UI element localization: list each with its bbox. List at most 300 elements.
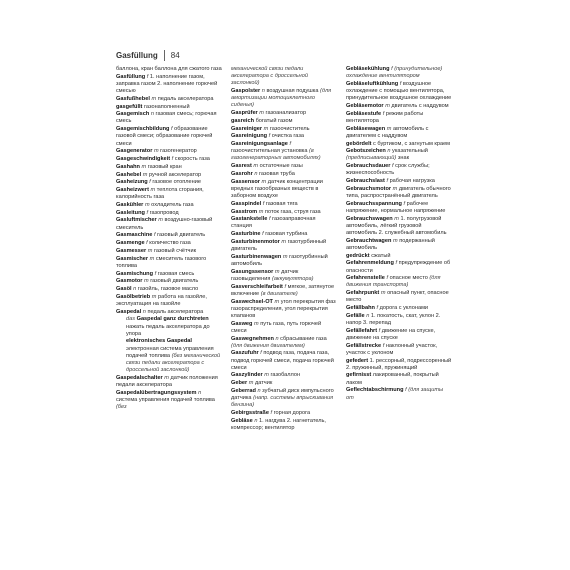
dictionary-entry — [116, 179, 222, 186]
entry-translation: электронная система управления подачей топлива — [126, 345, 214, 359]
entry-translation: 1. наполнение газом, заправка газом 2. наполнение горючей смесью — [116, 73, 218, 95]
dictionary-entry — [231, 201, 337, 208]
dictionary-entry — [231, 133, 337, 140]
entry-note: (в двигателе) — [260, 290, 298, 297]
entry-headword: Geber — [231, 380, 248, 387]
entry-translation: датчик концентрации вредных газообразных веществ в заборном воздухе — [231, 178, 323, 199]
dictionary-entry — [346, 358, 452, 372]
entry-note: (для амортизации мотоциклетного сиденья) — [231, 88, 332, 109]
entry-headword: gasgefüllt — [116, 103, 143, 110]
entry-translation: газоочистительная установка — [231, 148, 308, 155]
entry-headword: Gaszufuhr — [231, 350, 259, 357]
entry-translation: двигатель обычного типа, распространённый двигатель — [346, 185, 451, 199]
dictionary-entry — [346, 253, 452, 260]
dictionary-entry — [116, 126, 222, 147]
entry-translation: теплота сгорания, калорийность газа — [116, 187, 204, 201]
entry-gender: f — [268, 133, 271, 140]
entry-translation: горная дорога — [273, 410, 311, 417]
entry-gender: f — [149, 179, 151, 186]
entry-headword: Gasölbetrieb — [116, 293, 151, 300]
entry-gender: f — [260, 350, 262, 357]
entry-translation-tail: знак — [397, 155, 410, 162]
entry-headword: Gaswechsel-OT — [231, 298, 273, 305]
entry-headword: Gasgemischbildung — [116, 126, 170, 133]
entry-translation: 1. покатость, скат, уклон 2. напор 3. перепад — [346, 312, 441, 326]
entry-translation: газовый кран — [147, 163, 182, 170]
entry-gender: n — [257, 387, 261, 394]
entry-headword: Gebotszeichen — [346, 148, 386, 155]
entry-translation: смеситель газового топлива — [116, 255, 207, 269]
entry-translation: газовая турбина — [265, 231, 308, 238]
dictionary-entry — [346, 313, 452, 327]
entry-headword: Geflechtabschirmung — [346, 387, 404, 394]
entry-translation: газовый двигатель — [150, 278, 199, 285]
dictionary-entry — [231, 88, 337, 109]
entry-headword: Gasmenge — [116, 240, 145, 247]
entry-headword: Gefällefahrt — [346, 327, 378, 334]
entry-translation: режим работы вентилятора — [346, 110, 424, 124]
dictionary-entry — [231, 231, 337, 238]
entry-gender: m — [151, 293, 157, 300]
entry-gender: f — [146, 209, 149, 216]
entry-translation: газоочиститель — [269, 125, 310, 132]
entry-gender: f — [262, 200, 265, 207]
entry-headword: Gefahrenstelle — [346, 275, 385, 282]
entry-headword: Gassensor — [231, 178, 260, 185]
entry-gender: f — [378, 327, 381, 334]
entry-headword: gebördelt — [346, 140, 372, 147]
entry-note: (аккумулятора) — [271, 275, 314, 282]
entry-headword: Gasrest — [231, 163, 252, 170]
dictionary-entry — [116, 172, 222, 179]
page-header — [116, 50, 180, 61]
entry-gender: m — [141, 163, 147, 170]
entry-gender: m — [147, 247, 153, 254]
entry-headword: Geberrad — [231, 387, 256, 394]
entry-headword: gasreich — [231, 117, 255, 124]
dictionary-entry — [346, 328, 452, 342]
entry-headword: Gasweg — [231, 320, 253, 327]
entry-translation: датчик газовыделения — [231, 268, 299, 282]
entry-headword: gedrückt — [346, 252, 370, 259]
dictionary-entry — [346, 81, 452, 102]
entry-headword: Gasfüllung — [116, 73, 146, 80]
entry-translation: рабочая нагрузка — [389, 178, 435, 185]
entry-gender: f — [382, 342, 385, 349]
dictionary-entry — [231, 209, 337, 216]
dictionary-entry — [231, 110, 337, 117]
entry-gender: f — [268, 216, 271, 223]
entry-gender: m — [248, 380, 254, 387]
dictionary-entry — [346, 201, 452, 215]
dictionary-entry — [231, 269, 337, 283]
page-number: 84 — [170, 51, 180, 60]
entry-gender: m — [150, 187, 156, 194]
dictionary-entry — [231, 254, 337, 268]
column-2 — [231, 66, 337, 433]
entry-translation: газотурбинный двигатель — [231, 238, 327, 253]
entry-gender: f — [154, 270, 157, 277]
entry-gender: m — [153, 148, 159, 155]
entry-headword: Gasverschleifarbeit — [231, 283, 283, 290]
entry-translation: ручной акселератор — [148, 171, 202, 178]
dictionary-entry — [116, 294, 222, 308]
entry-gender: f — [270, 410, 273, 417]
entry-translation: газовое отопление — [152, 179, 201, 186]
dictionary-entry — [231, 380, 337, 387]
entry-gender: m — [142, 171, 148, 178]
dictionary-entry — [346, 141, 452, 148]
entry-gender: f — [146, 73, 149, 80]
entry-headword: Gefahrpunkt — [346, 290, 380, 297]
entry-headword: Gasreinigung — [231, 133, 268, 140]
entry-gender: f — [171, 156, 174, 163]
entry-headword: Gebirgsstraße — [231, 410, 269, 417]
dictionary-entry — [116, 375, 222, 389]
entry-translation: воздушное охлаждение с помощью вентилятора, принудительное воздушное охлаждение — [346, 80, 452, 102]
dictionary-entry — [116, 278, 222, 285]
entry-headword: Gasreiniger — [231, 125, 263, 132]
entry-headword: Gebläsewagen — [346, 125, 386, 132]
entry-headword: Gasmotor — [116, 278, 143, 285]
dictionary-entry — [116, 271, 222, 278]
entry-gender: m — [149, 255, 155, 262]
entry-translation: путь газа, путь горючей смеси — [231, 320, 322, 334]
entry-translation: скорость газа — [174, 156, 210, 163]
entry-phrase: elektronisches Gaspedal — [126, 338, 192, 345]
entry-translation: газойль, газовое масло — [137, 286, 199, 292]
entry-note: (без — [116, 404, 127, 411]
entry-translation: сжатый — [371, 252, 391, 259]
entry-gender: m — [151, 95, 157, 102]
entry-translation: угол перекрытия фаз газораспределения, угол перекрытия клапанов — [231, 298, 336, 319]
entry-gender: n — [366, 312, 370, 319]
entry-headword: Gebrauchsdauer — [346, 163, 391, 170]
entry-gender: m — [392, 185, 398, 192]
entry-translation: опасное место — [389, 275, 428, 282]
dictionary-entry — [116, 256, 222, 270]
dictionary-entry — [231, 388, 337, 409]
entry-translation: богатый газом — [255, 117, 293, 124]
entry-headword: Gasturbinenwagen — [231, 253, 282, 260]
entry-gender: f — [153, 232, 156, 239]
entry-gender: m — [143, 278, 149, 285]
entry-gender: f — [399, 80, 402, 87]
entry-gender: f — [386, 178, 388, 185]
entry-gender: m — [385, 102, 390, 109]
entry-note: (для защиты от — [346, 387, 444, 401]
column-3 — [346, 66, 452, 402]
entry-headword: Gebrauchtwagen — [346, 237, 392, 244]
dictionary-entry — [231, 141, 337, 162]
dictionary-entry — [231, 66, 337, 87]
entry-headword: Gasheizung — [116, 179, 148, 186]
dictionary-entry — [231, 410, 337, 417]
entry-headword: Gefälle — [346, 312, 365, 319]
entry-headword: Gebrauchsspannung — [346, 200, 402, 207]
entry-headword: Gasmaschine — [116, 232, 153, 239]
dictionary-entry — [116, 96, 222, 103]
entry-translation: подвод газа, подача газа, подвод горючей смеси, подача горючей смеси — [231, 350, 334, 371]
entry-gender: f — [262, 231, 264, 238]
entry-gender: m — [274, 298, 280, 305]
entry-headword: Gaspedalschalter — [116, 374, 163, 381]
entry-gender: m — [258, 208, 264, 215]
entry-translation: с буртиком, с загнутым краем — [373, 140, 451, 147]
entry-gender: n — [387, 148, 391, 155]
entry-headword: Gasturbine — [231, 231, 261, 238]
entry-note: (без механической связи педали акселератора с дроссельной заслонкой) — [126, 352, 221, 374]
entry-headword: Gasturbinenmotor — [231, 238, 280, 245]
entry-headword: Gasungssensor — [231, 268, 274, 275]
entry-translation: газовый счётчик — [153, 247, 197, 254]
dictionary-entry — [116, 286, 222, 293]
entry-headword: Gasmesser — [116, 247, 147, 254]
entry-gender: f — [289, 141, 292, 148]
entry-gender: f — [146, 240, 148, 247]
entry-headword: gefirnisst — [346, 372, 372, 379]
entry-translation: 1. полугрузовой автомобиль, лёгкий грузовой автомобиль 2. служебный автомобиль — [346, 215, 447, 236]
entry-headword: Gaspolster — [231, 88, 261, 95]
entry-translation: воздушно-газовый смеситель — [116, 217, 213, 231]
entry-headword: Gefällstrecke — [346, 342, 382, 349]
dictionary-entry — [346, 103, 452, 110]
entry-translation: подержанный автомобиль — [346, 237, 435, 251]
entry-translation: движение на спуске, движение на спуске — [346, 327, 436, 341]
entry-gender: m — [392, 237, 398, 244]
entry-gender: f — [382, 110, 385, 117]
entry-headword: Gebrauchswagen — [346, 215, 393, 222]
entry-note: механической связи педали акселератора с дроссельной заслонкой) — [231, 66, 308, 87]
entry-translation: опасный пункт, опасное место — [346, 290, 449, 304]
entry-gender: m — [158, 217, 163, 224]
entry-translation: газовая тяга — [265, 200, 298, 207]
dictionary-entry — [231, 372, 337, 379]
entry-translation: газовый двигатель — [157, 232, 206, 239]
entry-gender: n — [254, 170, 258, 177]
entry-gender: m — [264, 372, 269, 379]
entry-gender: f — [284, 283, 287, 290]
entry-translation: указательный — [392, 148, 428, 155]
entry-translation: воздушная подушка — [266, 88, 319, 95]
dictionary-entry — [231, 336, 337, 350]
entry-gender: f — [391, 66, 393, 72]
entry-gender: f — [395, 260, 397, 267]
entry-note: (принудительное) охлаждение вентилятором — [346, 66, 443, 80]
entry-translation: работа на газойле, эксплуатация на газойле — [116, 293, 207, 307]
entry-headword: Gefahrenmeldung — [346, 260, 394, 267]
entry-gender: m — [254, 320, 259, 327]
dictionary-entry — [231, 350, 337, 371]
entry-headword: Gashahn — [116, 163, 140, 170]
dictionary-entry — [231, 163, 337, 170]
entry-headword: Gebläsekühlung — [346, 66, 390, 72]
dictionary-entry — [116, 187, 222, 201]
dictionary-entry — [346, 178, 452, 185]
entry-note: (напр. системы впрыскивания бензина) — [231, 395, 334, 409]
entry-translation: предупреждение об опасности — [346, 260, 451, 274]
entry-gender: m — [259, 110, 264, 117]
entry-gender: m — [253, 163, 259, 170]
entry-headword: Gasprüfer — [231, 110, 258, 117]
dictionary-entry — [116, 148, 222, 155]
dictionary-entry — [346, 126, 452, 140]
entry-translation: 1. рессорный, подрессоренный 2. пружинный, пружинящий — [346, 357, 452, 371]
dictionary-entry — [116, 390, 222, 411]
dictionary-entry — [346, 66, 452, 80]
entry-translation: двигатель с наддувом — [391, 102, 449, 109]
entry-headword: Gebrauchsmotor — [346, 185, 392, 192]
entry-headword: Gasgemisch — [116, 111, 150, 118]
entry-article: das — [126, 316, 136, 323]
entry-gender: f — [405, 387, 407, 394]
entry-gender: m — [380, 290, 386, 297]
dictionary-entry — [346, 305, 452, 312]
entry-gender: n — [254, 417, 258, 424]
entry-gender: m — [281, 238, 287, 245]
entry-headword: Gasspindel — [231, 200, 262, 207]
dictionary-entry — [116, 74, 222, 95]
entry-headword: Gaszylinder — [231, 372, 263, 379]
entry-translation: газозаправочная станция — [231, 216, 316, 230]
entry-headword: Gebläseluftkühlung — [346, 80, 399, 87]
entry-headword: Gasreinigungsanlage — [231, 141, 288, 148]
entry-translation: нажать педаль акселератора до упора — [126, 323, 210, 337]
entry-translation: поток газа, струя газа — [264, 208, 321, 215]
running-head-word: Gasfüllung — [116, 51, 158, 60]
entry-translation: наклонный участок, участок с уклоном — [346, 342, 438, 356]
entry-gender: f — [392, 163, 394, 170]
entry-headword: Gastankstelle — [231, 216, 268, 223]
entry-headword: Gasmischung — [116, 270, 153, 277]
dictionary-entry — [116, 156, 222, 163]
dictionary-entry — [116, 164, 222, 171]
entry-gender: n — [261, 88, 265, 95]
entry-translation: газовая смесь; горючая смесь — [116, 111, 217, 125]
column-1 — [116, 66, 222, 412]
entry-translation: срок службы; жизнеспособность — [346, 163, 430, 177]
entry-translation: лакированный, покрытый лаком — [346, 372, 439, 386]
dictionary-entry — [231, 418, 337, 432]
entry-gender: m — [144, 201, 150, 208]
dictionary-entry — [231, 321, 337, 335]
entry-headword: Gasrohr — [231, 170, 253, 177]
dictionary-entry — [346, 290, 452, 304]
entry-headword: Gaspedal — [116, 308, 142, 315]
entry-gender: m — [261, 178, 267, 185]
entry-gender: m — [263, 125, 269, 132]
entry-translation: газовая труба — [259, 170, 295, 177]
dictionary-entry — [116, 210, 222, 217]
entry-headword: Gashebel — [116, 171, 142, 178]
entry-translation: газовая смесь — [157, 270, 195, 277]
entry-translation: дорога с уклонами — [379, 305, 429, 312]
dictionary-entry — [231, 171, 337, 178]
entry-translation: зубчатый диск импульсного датчика — [231, 387, 334, 402]
entry-gender: m — [274, 268, 280, 275]
entry-translation: газонаполненный — [143, 103, 190, 110]
dictionary-entry — [116, 309, 222, 316]
entry-gender: m — [282, 253, 288, 260]
dictionary-entry — [116, 202, 222, 209]
entry-headword: Gasleitung — [116, 209, 145, 216]
dictionary-entry — [346, 111, 452, 125]
entry-headword: Gasgenerator — [116, 148, 153, 155]
entry-translation: датчик — [254, 380, 273, 387]
entry-headword: Gasluftmischer — [116, 217, 157, 224]
dictionary-entry — [116, 248, 222, 255]
entry-gender: n — [275, 335, 279, 342]
entry-gender: m — [164, 374, 169, 381]
entry-headword: Gasheizwert — [116, 187, 149, 194]
entry-translation: очистка газа — [271, 133, 305, 140]
entry-translation: датчик положения педали акселератора — [116, 374, 218, 388]
entry-gender: m — [394, 215, 399, 222]
entry-gender: f — [376, 305, 379, 312]
dictionary-entry — [231, 239, 337, 253]
entry-headword: Gefällbahn — [346, 305, 375, 312]
entry-note: (для движения двигателем) — [231, 342, 305, 349]
entry-headword: Gasgeschwindigkeit — [116, 156, 171, 163]
entry-headword: Gebläsemotor — [346, 102, 384, 109]
dictionary-entry — [116, 66, 222, 73]
entry-headword: Gasfußhebel — [116, 95, 150, 102]
entry-translation: баллона, кран баллона для сжатого газа — [116, 66, 222, 72]
entry-headword: Gasstrom — [231, 208, 258, 215]
entry-translation: остаточные газы — [259, 163, 303, 170]
entry-translation: газоанализатор — [265, 110, 307, 117]
dictionary-entry — [346, 260, 452, 274]
entry-gender: f — [171, 126, 173, 133]
entry-gender: n — [142, 308, 146, 315]
dictionary-entry — [346, 216, 452, 237]
entry-headword: Gaspedalübertragungssystem — [116, 389, 197, 396]
entry-gender: m — [386, 125, 392, 132]
entry-gender: n — [133, 286, 137, 292]
entry-translation: рабочее напряжение, нормальное напряжение — [346, 200, 446, 214]
entry-headword: Gasmischer — [116, 255, 149, 262]
entry-note: (в газогенераторных автомобилях) — [231, 148, 321, 162]
entry-translation: мягкое, затянутое включение — [231, 283, 335, 297]
entry-translation: 1. нагдува 2. нагнетатель, компрессор; вентилятор — [231, 417, 326, 431]
dictionary-entry — [346, 387, 452, 401]
entry-translation: образование газовой смеси; образование горючей смеси — [116, 126, 213, 147]
dictionary-entry — [346, 372, 452, 386]
entry-headword: gefedert — [346, 357, 369, 364]
dictionary-entry — [346, 238, 452, 252]
entry-headword: Gaskühler — [116, 201, 144, 208]
dictionary-entry — [116, 104, 222, 111]
dictionary-entry — [116, 316, 222, 337]
entry-translation: педаль акселератора — [147, 308, 204, 315]
dictionary-entry — [116, 111, 222, 125]
entry-headword: Gebläse — [231, 417, 253, 424]
dictionary-entry — [231, 179, 337, 200]
entry-phrase: Gaspedal ganz durchtreten — [136, 316, 209, 323]
entry-translation: количество газа — [149, 240, 191, 247]
entry-headword: Gebläsestufe — [346, 110, 382, 117]
dictionary-entry — [346, 275, 452, 289]
entry-note: (предписывающий) — [346, 155, 397, 162]
dictionary-entry — [346, 163, 452, 177]
entry-headword: Gasöl — [116, 286, 132, 292]
dictionary-entry — [116, 232, 222, 239]
entry-gender: f — [386, 275, 388, 282]
dictionary-entry — [116, 338, 222, 374]
dictionary-entry — [346, 148, 452, 162]
entry-translation: сбрасывание газа — [280, 335, 327, 342]
entry-translation: газопровод — [149, 209, 179, 216]
